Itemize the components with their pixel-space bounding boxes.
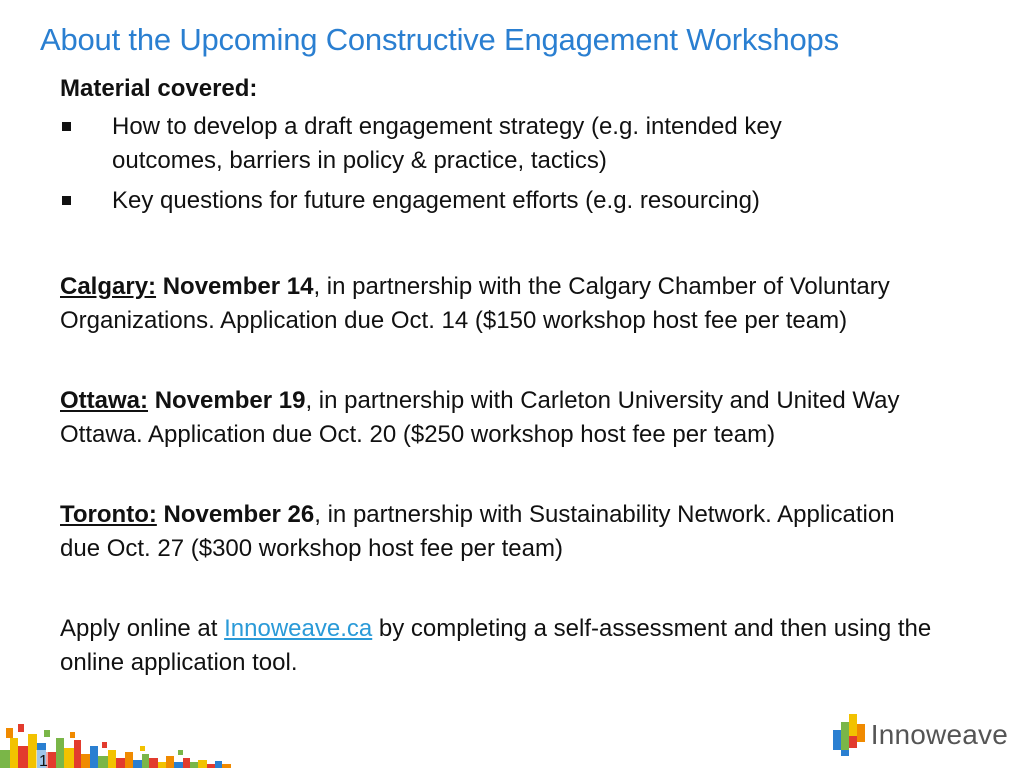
bullet-square-icon xyxy=(62,196,71,205)
workshop-ottawa xyxy=(60,384,940,452)
bullet-text: Key questions for future engagement efforts (e.g. resourcing) xyxy=(112,187,760,214)
confetti-decoration xyxy=(0,688,250,768)
workshop-details: , in partnership with Carleton University and United Way Ottawa. Application due Oct. 20 ($250 workshop host fee per team) xyxy=(60,387,900,448)
material-list xyxy=(60,110,940,218)
apply-paragraph xyxy=(60,612,940,680)
workshop-calgary xyxy=(60,270,940,338)
city-label: Ottawa: xyxy=(60,387,149,414)
workshop-date: November 19 xyxy=(154,387,306,414)
bullet-square-icon xyxy=(62,122,71,131)
innoweave-logo-icon xyxy=(833,714,865,756)
material-heading: Material covered: xyxy=(60,75,258,102)
list-item xyxy=(60,184,852,218)
workshop-details: , in partnership with the Calgary Chamber of Voluntary Organizations. Application due Oct. 14 ($150 workshop host fee per team) xyxy=(60,273,890,334)
slide-content xyxy=(60,72,940,680)
workshop-toronto xyxy=(60,498,940,566)
apply-suffix: by completing a self-assessment and then using the online application tool. xyxy=(60,615,932,676)
apply-prefix: Apply online at xyxy=(60,615,225,642)
logo-text: Innoweave xyxy=(870,719,1008,750)
city-label: Toronto: xyxy=(60,501,157,528)
page-number: 1 xyxy=(39,753,48,768)
innoweave-link[interactable]: Innoweave.ca xyxy=(224,615,373,642)
list-item xyxy=(60,110,852,178)
bullet-text: How to develop a draft engagement strategy (e.g. intended key outcomes, barriers in policy & practice, tactics) xyxy=(112,113,782,174)
city-label: Calgary: xyxy=(60,273,157,300)
innoweave-logo xyxy=(833,714,1008,756)
workshop-date: November 26 xyxy=(163,501,315,528)
slide-title: About the Upcoming Constructive Engagement Workshops xyxy=(40,22,839,57)
workshop-date: November 14 xyxy=(162,273,314,300)
workshop-details: , in partnership with Sustainability Network. Application due Oct. 27 ($300 workshop host fee per team) xyxy=(60,501,895,562)
